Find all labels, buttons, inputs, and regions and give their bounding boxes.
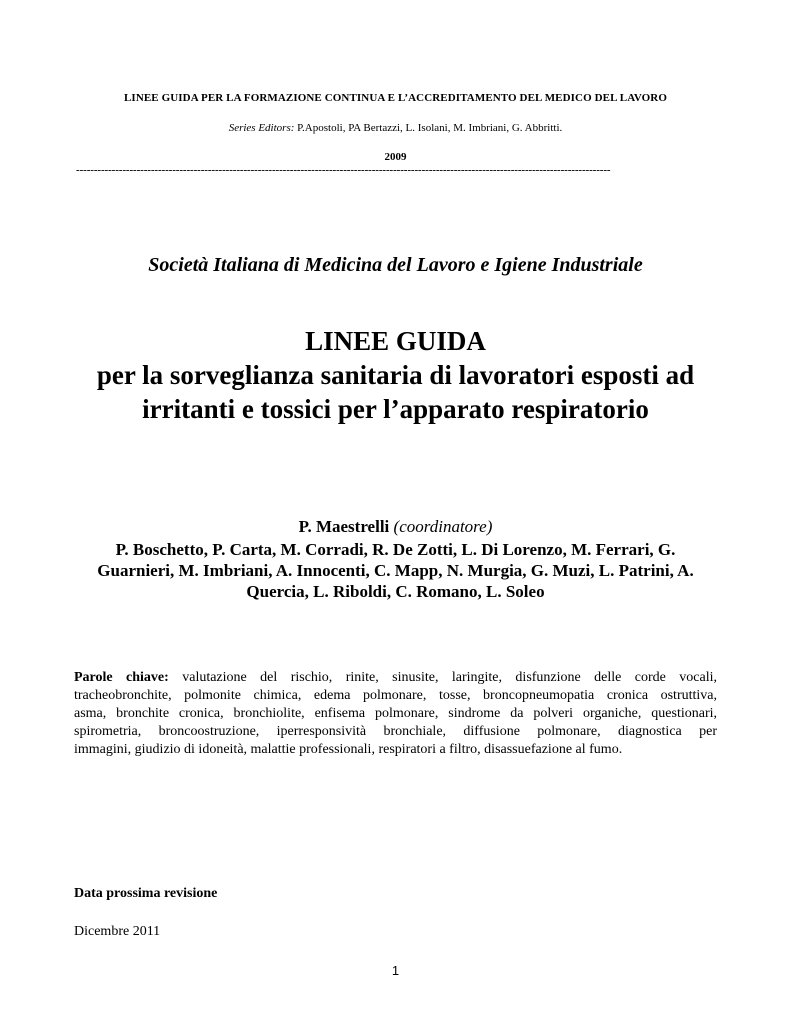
keywords-line-1 <box>74 669 717 687</box>
authors-line-3: Quercia, L. Riboldi, C. Romano, L. Soleo <box>246 582 545 601</box>
authors-line-2: Guarnieri, M. Imbriani, A. Innocenti, C. Mapp, N. Murgia, G. Muzi, L. Patrini, A. <box>97 561 694 580</box>
page-number: 1 <box>391 963 400 978</box>
revision-heading: Data prossima revisione <box>74 886 218 901</box>
coordinator-name: P. Maestrelli <box>298 517 390 536</box>
society-name: Società Italiana di Medicina del Lavoro e Igiene Industriale <box>148 254 643 276</box>
keywords-label: Parole chiave: <box>74 670 169 685</box>
authors-list <box>64 539 727 602</box>
coordinator-role: (coordinatore) <box>393 517 493 536</box>
keywords-line-2: tracheobronchite, polmonite chimica, edema polmonare, tosse, broncopneumopatia cronica ostruttiva, <box>74 688 717 703</box>
authors-line-1: P. Boschetto, P. Carta, M. Corradi, R. De Zotti, L. Di Lorenzo, M. Ferrari, G. <box>115 540 676 559</box>
keywords-paragraph <box>74 669 717 759</box>
series-editors <box>0 122 791 134</box>
main-title-line-3: irritanti e tossici per l’apparato respiratorio <box>142 394 649 424</box>
main-title-line-2: per la sorveglianza sanitaria di lavoratori esposti ad <box>96 360 695 390</box>
keywords-line-4: spirometria, broncoostruzione, iperresponsività bronchiale, diffusione polmonare, diagnostica per <box>74 724 717 739</box>
series-title: LINEE GUIDA PER LA FORMAZIONE CONTINUA E L’ACCREDITAMENTO DEL MEDICO DEL LAVORO <box>124 92 667 104</box>
main-title-line-1: LINEE GUIDA <box>305 326 486 356</box>
series-editors-names: P.Apostoli, PA Bertazzi, L. Isolani, M. Imbriani, G. Abbritti. <box>294 122 563 134</box>
keywords-line-5: immagini, giudizio di idoneità, malattie professionali, respiratori a filtro, disassuefazione al fumo. <box>74 742 623 757</box>
coordinator <box>0 517 791 537</box>
dashed-separator: ------------------------------------------------------------------------------------------------------------------------------------------------------ <box>76 164 611 176</box>
revision-date: Dicembre 2011 <box>74 924 161 939</box>
series-editors-label: Series Editors: <box>228 122 295 134</box>
main-title <box>0 324 791 426</box>
keywords-line-1-text: valutazione del rischio, rinite, sinusite, laringite, disfunzione delle corde vocali, <box>168 670 717 685</box>
series-year: 2009 <box>384 151 407 163</box>
keywords-line-3: asma, bronchite cronica, bronchiolite, enfisema polmonare, sindrome da polveri organiche, questionari, <box>74 706 717 721</box>
